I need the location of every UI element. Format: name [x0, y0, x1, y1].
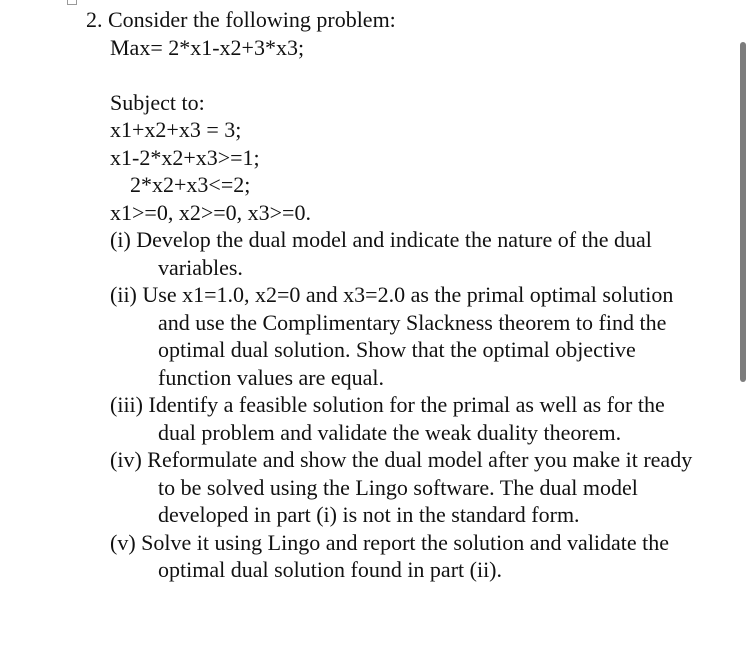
problem-text	[86, 6, 706, 584]
part-iv: (iv) Reformulate and show the dual model after you make it ready to be solved using the Lingo software. The dual model developed in part (i) is not in the standard form.	[110, 447, 693, 527]
part-iii: (iii) Identify a feasible solution for the primal as well as for the dual problem and validate the weak duality theorem.	[110, 392, 665, 445]
vertical-scrollbar[interactable]	[738, 0, 746, 665]
blank-line	[86, 61, 706, 89]
constraint-1: x1+x2+x3 = 3;	[110, 117, 242, 142]
part-ii: (ii) Use x1=1.0, x2=0 and x3=2.0 as the primal optimal solution and use the Complimentary Slackness theorem to find the optimal dual solution. Show that the optimal objective function values are equal.	[110, 282, 674, 390]
page-corner-mark	[67, 0, 77, 5]
non-negativity-constraints: x1>=0, x2>=0, x3>=0.	[110, 199, 311, 225]
part-v: (v) Solve it using Lingo and report the solution and validate the optimal dual solution found in part (ii).	[110, 529, 670, 582]
objective-function: Max= 2*x1-x2+3*x3;	[110, 34, 305, 60]
constraint-3: 2*x2+x3<=2;	[130, 172, 251, 197]
constraint-2: x1-2*x2+x3>=1;	[110, 144, 260, 170]
scrollbar-thumb[interactable]	[740, 42, 746, 382]
problem-heading: 2. Consider the following problem:	[86, 7, 396, 32]
subject-to-label: Subject to:	[110, 89, 205, 115]
part-i: (i) Develop the dual model and indicate the nature of the dual variables.	[110, 227, 652, 280]
